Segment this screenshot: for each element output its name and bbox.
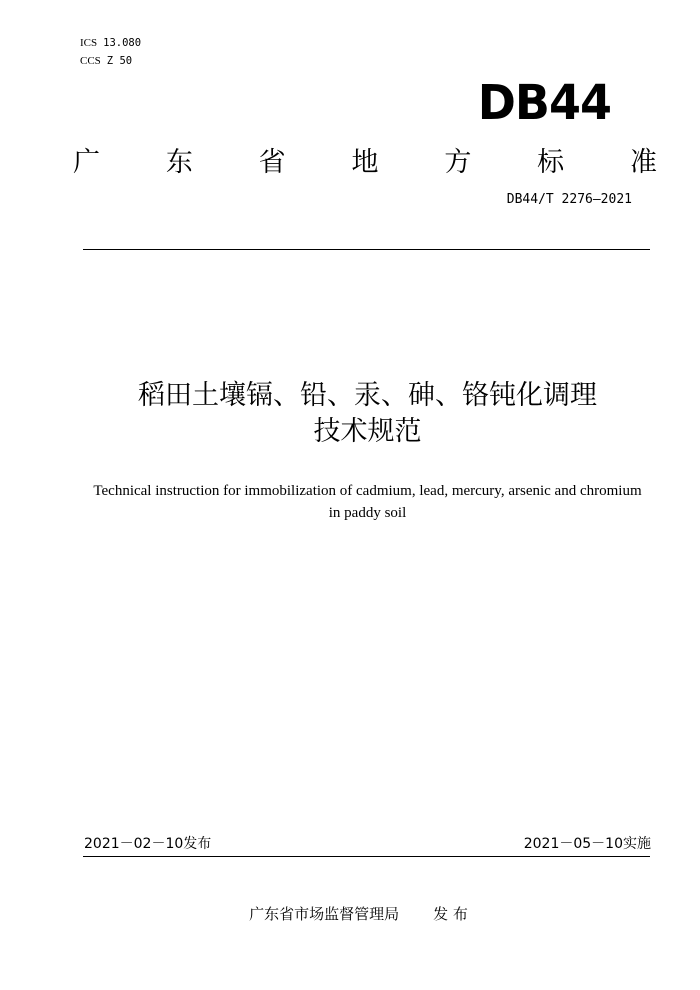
standard-type-char: 标 [537, 147, 565, 178]
issuer-organization: 广东省市场监督管理局 [249, 905, 400, 923]
standard-type-char: 广 [73, 147, 100, 178]
chinese-title-line-1: 稻田土壤镉、铅、汞、砷、铬钝化调理 [138, 380, 597, 411]
ccs-code [80, 52, 141, 70]
implementation-date: 2021－05－10实施 [523, 836, 651, 852]
issue-date: 2021－02－10发布 [84, 836, 212, 852]
db44-logo: DB44 [477, 73, 611, 131]
classification-codes [80, 34, 141, 70]
bottom-divider [83, 856, 650, 857]
standard-number: DB44/T 2276—2021 [506, 192, 632, 207]
ics-code [80, 34, 141, 52]
ics-value: 13.080 [103, 37, 142, 49]
issuer [0, 904, 700, 924]
chinese-title-line-2: 技术规范 [313, 416, 422, 447]
top-divider [83, 249, 650, 250]
ccs-label: CCS [80, 55, 101, 67]
ccs-value: Z 50 [106, 55, 133, 67]
ics-label: ICS [80, 37, 98, 49]
standard-type-char: 方 [444, 147, 472, 178]
standard-type-char: 东 [165, 147, 193, 178]
chinese-title [0, 378, 700, 450]
issuer-action: 发 布 [433, 905, 468, 923]
standard-type-char: 地 [351, 147, 379, 178]
standard-type-heading [73, 146, 657, 180]
standard-type-char: 准 [629, 147, 657, 178]
standard-type-char: 省 [258, 147, 286, 178]
english-title: Technical instruction for immobilization of cadmium, lead, mercury, arsenic and chromium in paddy soil [93, 483, 642, 521]
